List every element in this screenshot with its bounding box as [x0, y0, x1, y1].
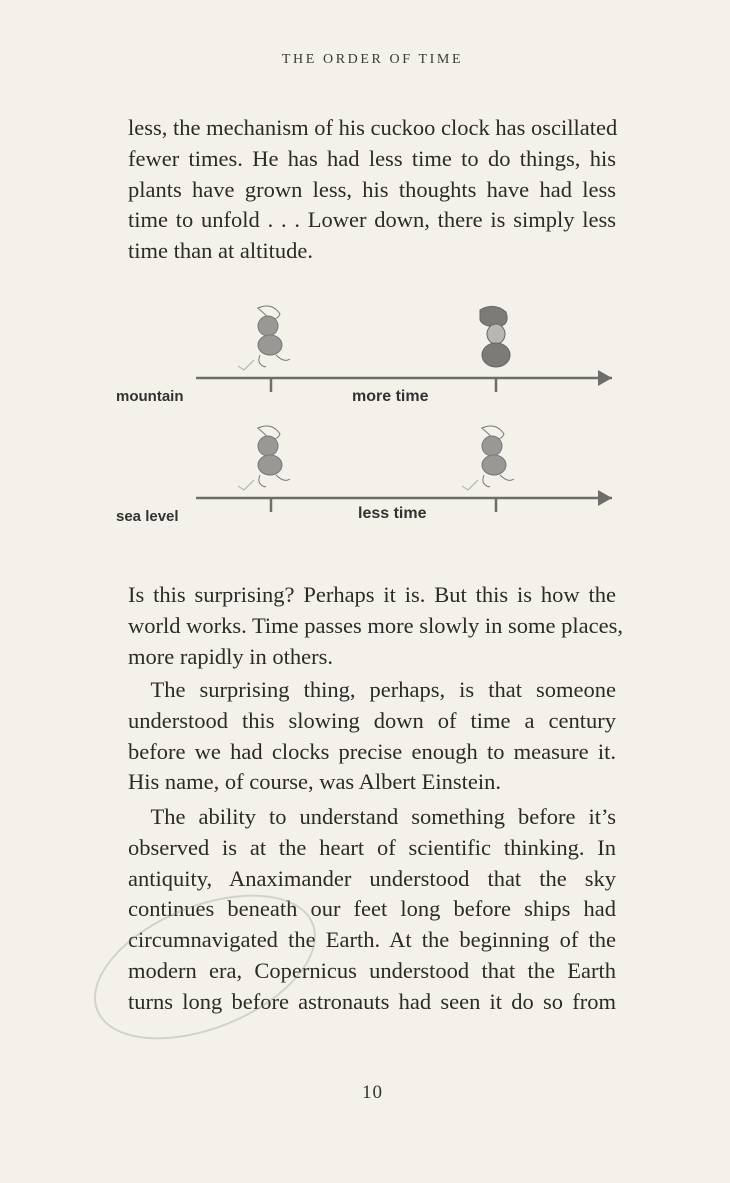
time-diagram-svg	[100, 300, 640, 540]
text-line: antiquity, Anaximander understood that the sky	[128, 865, 616, 891]
sea-level-label: sea level	[116, 508, 179, 525]
text-line: turns long before astronauts had seen it do so from	[128, 988, 616, 1014]
more-time-caption: more time	[352, 388, 429, 405]
paragraph-4	[128, 802, 616, 1018]
text-line: fewer times. He has had less time to do things, his	[128, 145, 616, 171]
text-line: observed is at the heart of scientific thinking. In	[128, 834, 616, 860]
text-line: modern era, Copernicus understood that the Earth	[128, 957, 616, 983]
smurf-jumping-icon	[462, 426, 514, 490]
paragraph-1	[128, 113, 616, 267]
sea-level-arrowhead	[598, 490, 612, 506]
mountain-arrowhead	[598, 370, 612, 386]
text-line: The surprising thing, perhaps, is that someone	[128, 677, 616, 702]
text-line: continues beneath our feet long before ships had	[128, 896, 616, 922]
text-line: time to unfold . . . Lower down, there is simply less	[128, 207, 616, 233]
text-line: circumnavigated the Earth. At the beginning of the	[128, 927, 616, 953]
text-line: less, the mechanism of his cuckoo clock has oscillated	[128, 115, 618, 140]
smurf-jumping-icon	[238, 306, 290, 370]
time-diagram	[100, 300, 640, 540]
page-number: 10	[362, 1082, 383, 1103]
paragraph-2	[128, 580, 623, 672]
text-line: more rapidly in others.	[128, 643, 333, 669]
text-line: time than at altitude.	[128, 238, 313, 264]
mountain-label: mountain	[116, 388, 184, 405]
text-line: Is this surprising? Perhaps it is. But this is how the	[128, 582, 616, 607]
running-header: THE ORDER OF TIME	[281, 52, 464, 67]
text-line: plants have grown less, his thoughts have had less	[128, 176, 616, 202]
text-line: His name, of course, was Albert Einstein.	[128, 769, 502, 795]
paragraph-3	[128, 675, 616, 798]
text-line: understood this slowing down of time a century	[128, 707, 616, 733]
less-time-caption: less time	[358, 505, 427, 522]
text-line: before we had clocks precise enough to measure it.	[128, 738, 616, 764]
smurf-jumping-icon	[238, 426, 290, 490]
text-line: The ability to understand something before it’s	[128, 804, 616, 829]
text-line: world works. Time passes more slowly in some places,	[128, 612, 623, 638]
papa-smurf-icon	[480, 306, 510, 367]
